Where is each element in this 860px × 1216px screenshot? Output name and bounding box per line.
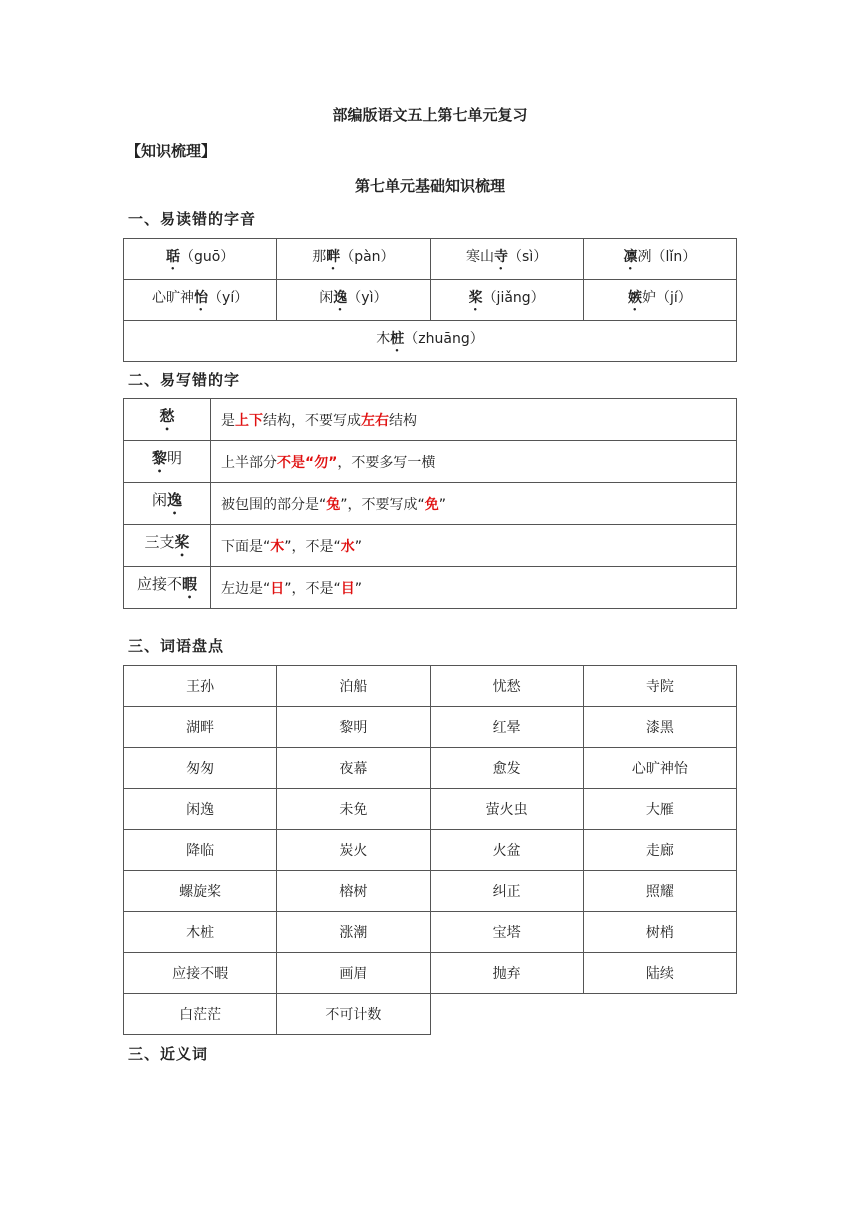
table-row xyxy=(124,748,737,789)
vocabulary-cell: 王孙 xyxy=(124,666,277,707)
vocabulary-cell: 降临 xyxy=(124,830,277,871)
word-part: （sì） xyxy=(508,248,548,265)
character-cell xyxy=(124,525,211,567)
explanation-cell xyxy=(211,567,737,609)
vocabulary-cell: 炭火 xyxy=(277,830,430,871)
pronunciation-cell xyxy=(583,280,736,321)
vocabulary-cell: 抛弃 xyxy=(430,953,583,994)
subtitle: 第七单元基础知识梳理 xyxy=(354,177,505,195)
explanation-text: ” xyxy=(354,538,363,555)
vocabulary-cell: 大雁 xyxy=(583,789,736,830)
pronunciation-cell xyxy=(277,280,430,321)
word-part: 应接不 xyxy=(136,575,182,593)
table-row xyxy=(124,567,737,609)
section-heading-synonyms: 三、近义词 xyxy=(128,1045,209,1063)
word-part: 闲 xyxy=(151,491,167,509)
word-part: （yí） xyxy=(208,289,249,306)
explanation-text: ，不要多写一横 xyxy=(337,454,436,471)
highlight-text: 日 xyxy=(270,580,285,597)
highlight-text: 兔 xyxy=(326,496,341,513)
table-row xyxy=(124,707,737,748)
vocabulary-cell xyxy=(430,994,583,1035)
table-row xyxy=(124,399,737,441)
table-row xyxy=(124,525,737,567)
character-cell xyxy=(124,567,211,609)
table-row xyxy=(124,321,737,362)
word-part: （yì） xyxy=(347,289,388,306)
table-row xyxy=(124,483,737,525)
emphasized-char: 畔 xyxy=(326,248,341,265)
vocabulary-cell: 闲逸 xyxy=(124,789,277,830)
pronunciation-table xyxy=(123,238,737,362)
vocabulary-cell: 纠正 xyxy=(430,871,583,912)
table-row xyxy=(124,994,737,1035)
word-part: 木 xyxy=(376,330,391,347)
vocabulary-cell: 涨潮 xyxy=(277,912,430,953)
vocabulary-cell: 榕树 xyxy=(277,871,430,912)
vocabulary-cell: 应接不暇 xyxy=(124,953,277,994)
pronunciation-cell xyxy=(277,239,430,280)
vocabulary-cell: 走廊 xyxy=(583,830,736,871)
table-row xyxy=(124,441,737,483)
highlight-text: 水 xyxy=(340,538,355,555)
emphasized-char: 愁 xyxy=(159,407,175,425)
vocabulary-cell: 火盆 xyxy=(430,830,583,871)
explanation-text: 结构，不要写成 xyxy=(263,412,361,429)
word-part: 明 xyxy=(167,449,183,467)
vocabulary-cell: 漆黑 xyxy=(583,707,736,748)
explanation-cell xyxy=(211,525,737,567)
emphasized-char: 聒 xyxy=(165,248,180,265)
section-heading-vocabulary: 三、词语盘点 xyxy=(128,637,225,655)
explanation-text: 结构 xyxy=(389,412,417,429)
vocabulary-cell: 红晕 xyxy=(430,707,583,748)
vocabulary-cell: 愈发 xyxy=(430,748,583,789)
highlight-text: 免 xyxy=(424,496,439,513)
section-heading-writing: 二、易写错的字 xyxy=(128,371,241,389)
pronunciation-cell xyxy=(124,239,277,280)
vocabulary-cell: 照耀 xyxy=(583,871,736,912)
vocabulary-cell: 萤火虫 xyxy=(430,789,583,830)
table-row xyxy=(124,871,737,912)
vocabulary-cell: 匆匆 xyxy=(124,748,277,789)
character-cell xyxy=(124,441,211,483)
word-part: （jiǎng） xyxy=(482,289,545,306)
emphasized-char: 逸 xyxy=(167,491,183,509)
vocabulary-cell: 螺旋桨 xyxy=(124,871,277,912)
explanation-text: ” xyxy=(354,580,363,597)
explanation-text: ” xyxy=(438,496,447,513)
word-part: （pàn） xyxy=(340,248,395,265)
table-row xyxy=(124,953,737,994)
word-part: 寒山 xyxy=(466,248,495,265)
section-heading-pronunciation: 一、易读错的字音 xyxy=(128,210,257,228)
highlight-text: 不是“勿” xyxy=(277,454,338,471)
vocabulary-cell: 未免 xyxy=(277,789,430,830)
explanation-text: 上半部分 xyxy=(221,454,277,471)
vocabulary-cell: 陆续 xyxy=(583,953,736,994)
emphasized-char: 寺 xyxy=(494,248,509,265)
vocabulary-cell: 宝塔 xyxy=(430,912,583,953)
vocabulary-cell: 黎明 xyxy=(277,707,430,748)
emphasized-char: 桩 xyxy=(390,330,405,347)
word-part: 那 xyxy=(312,248,327,265)
emphasized-char: 暇 xyxy=(182,575,198,593)
table-row xyxy=(124,239,737,280)
explanation-text: ”，不要写成“ xyxy=(340,496,425,513)
word-part: 冽（lǐn） xyxy=(637,248,697,265)
vocabulary-cell: 木桩 xyxy=(124,912,277,953)
word-part: 闲 xyxy=(319,289,334,306)
highlight-text: 目 xyxy=(340,580,355,597)
word-part: 三支 xyxy=(144,533,175,551)
vocabulary-cell: 忧愁 xyxy=(430,666,583,707)
vocabulary-cell: 夜幕 xyxy=(277,748,430,789)
vocabulary-cell: 白茫茫 xyxy=(124,994,277,1035)
vocabulary-table xyxy=(123,665,737,1035)
table-row xyxy=(124,830,737,871)
explanation-cell xyxy=(211,441,737,483)
character-cell xyxy=(124,399,211,441)
vocabulary-cell: 不可计数 xyxy=(277,994,430,1035)
page-title: 部编版语文五上第七单元复习 xyxy=(332,106,528,124)
emphasized-char: 怡 xyxy=(194,289,209,306)
pronunciation-cell xyxy=(124,321,737,362)
table-row xyxy=(124,280,737,321)
explanation-text: ”，不是“ xyxy=(284,538,341,555)
pronunciation-cell xyxy=(430,239,583,280)
vocabulary-cell: 寺院 xyxy=(583,666,736,707)
table-row xyxy=(124,912,737,953)
knowledge-heading: 【知识梳理】 xyxy=(126,142,217,160)
highlight-text: 木 xyxy=(270,538,285,555)
explanation-cell xyxy=(211,399,737,441)
explanation-text: ”，不是“ xyxy=(284,580,341,597)
highlight-text: 上下 xyxy=(235,412,263,429)
table-row xyxy=(124,789,737,830)
emphasized-char: 桨 xyxy=(174,533,190,551)
emphasized-char: 嫉 xyxy=(627,289,642,306)
emphasized-char: 桨 xyxy=(468,289,483,306)
pronunciation-cell xyxy=(583,239,736,280)
emphasized-char: 黎 xyxy=(151,449,167,467)
vocabulary-cell: 心旷神怡 xyxy=(583,748,736,789)
vocabulary-cell: 泊船 xyxy=(277,666,430,707)
vocabulary-cell: 画眉 xyxy=(277,953,430,994)
highlight-text: 左右 xyxy=(361,412,389,429)
word-part: （guō） xyxy=(179,248,235,265)
explanation-text: 左边是“ xyxy=(221,580,271,597)
explanation-text: 被包围的部分是“ xyxy=(221,496,327,513)
word-part: 心旷神 xyxy=(152,289,195,306)
pronunciation-cell xyxy=(430,280,583,321)
table-row xyxy=(124,666,737,707)
vocabulary-cell xyxy=(583,994,736,1035)
character-cell xyxy=(124,483,211,525)
emphasized-char: 逸 xyxy=(333,289,348,306)
vocabulary-cell: 湖畔 xyxy=(124,707,277,748)
explanation-text: 是 xyxy=(221,412,235,429)
pronunciation-cell xyxy=(124,280,277,321)
emphasized-char: 凛 xyxy=(623,248,638,265)
writing-table xyxy=(123,398,737,609)
word-part: 妒（jí） xyxy=(641,289,692,306)
explanation-text: 下面是“ xyxy=(221,538,271,555)
explanation-cell xyxy=(211,483,737,525)
word-part: （zhuāng） xyxy=(404,330,484,347)
vocabulary-cell: 树梢 xyxy=(583,912,736,953)
